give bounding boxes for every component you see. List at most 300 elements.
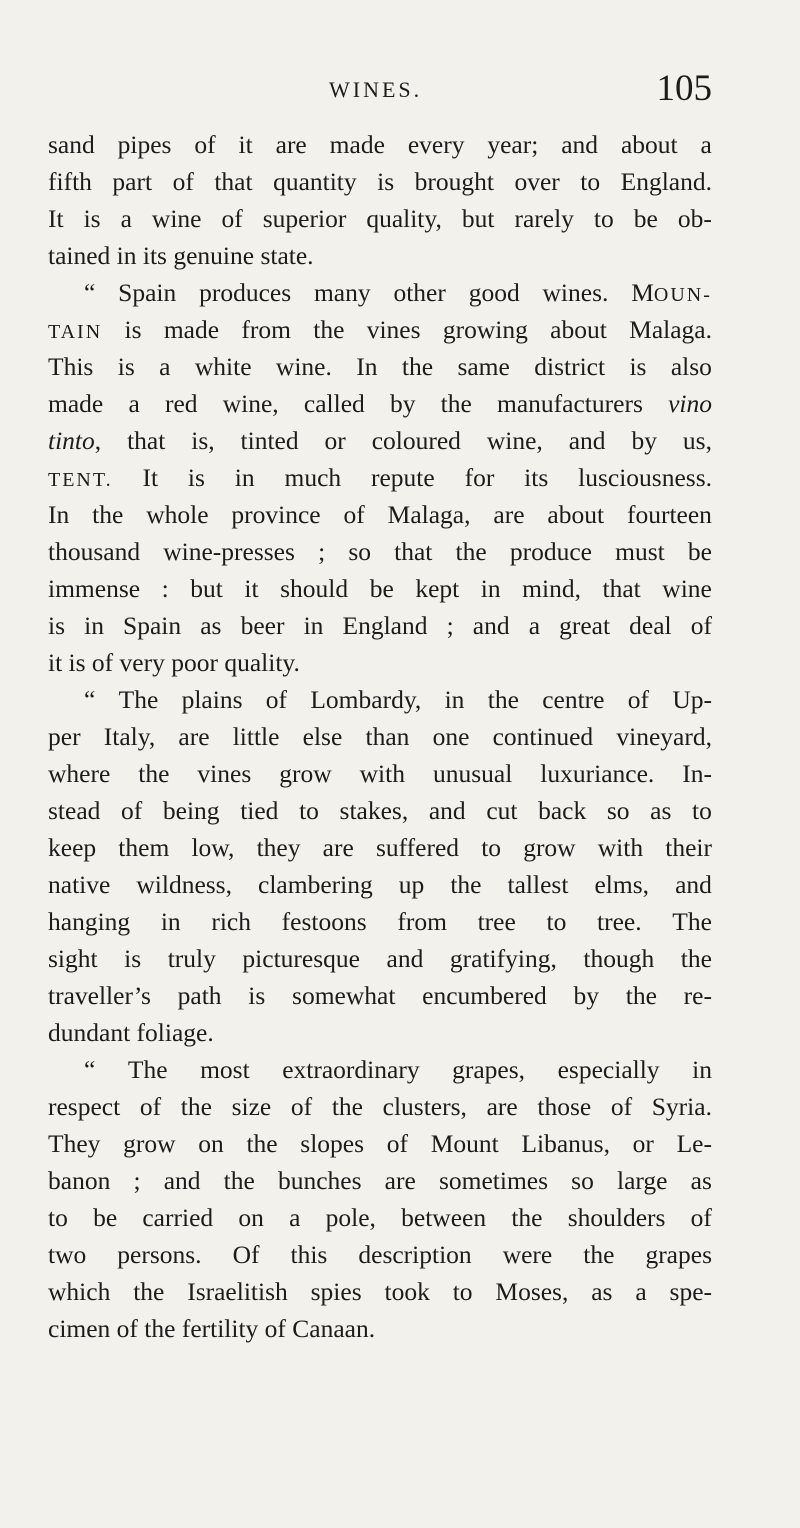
- word-part: picturesque: [242, 944, 360, 973]
- word: [631, 274, 712, 311]
- word: [439, 1162, 548, 1199]
- word-part: ob-: [677, 204, 712, 233]
- word-part: part: [112, 167, 153, 196]
- word-part: large: [617, 1166, 668, 1195]
- text-line: [48, 940, 712, 977]
- word: [161, 903, 181, 940]
- word-part: two: [48, 1240, 87, 1269]
- word-part: grow: [123, 1129, 176, 1158]
- word: [493, 496, 524, 533]
- word: [487, 1088, 518, 1125]
- word-part: vines: [197, 759, 252, 788]
- word-part: shoulders: [567, 1203, 666, 1232]
- word-part: of: [690, 1203, 712, 1232]
- word: [387, 940, 424, 977]
- word: [195, 348, 252, 385]
- word: [104, 718, 155, 755]
- word: [117, 1236, 201, 1273]
- word-part: manufacturers: [497, 389, 643, 418]
- word-part: which: [48, 1277, 111, 1306]
- word: [121, 200, 132, 237]
- word-part: and: [472, 611, 510, 640]
- text-line: [48, 126, 712, 163]
- word-part: is: [117, 352, 135, 381]
- word-part: the: [401, 352, 434, 381]
- word-part: sometimes: [438, 1166, 549, 1195]
- word-part: wine,: [222, 389, 279, 418]
- word-part: of: [627, 685, 650, 714]
- word: [48, 1236, 86, 1273]
- word-part: about: [550, 315, 607, 344]
- word: [672, 903, 712, 940]
- word-part: re-: [683, 981, 712, 1010]
- word-part: took: [384, 1277, 430, 1306]
- word: [580, 163, 600, 200]
- word: [280, 570, 348, 607]
- word-part: and: [428, 796, 466, 825]
- word-part: much: [284, 463, 342, 492]
- word: [559, 607, 610, 644]
- word: [691, 1199, 712, 1236]
- word: [197, 755, 251, 792]
- word: [635, 1273, 646, 1310]
- word: [371, 459, 435, 496]
- word-part: great: [559, 611, 611, 640]
- word-part: back: [538, 796, 587, 825]
- word-part: most: [200, 1055, 250, 1084]
- word: [133, 1273, 164, 1310]
- word-part: by: [389, 389, 416, 418]
- word: [668, 385, 712, 422]
- word-part: the: [331, 1092, 363, 1121]
- word-part: TENT.: [48, 469, 113, 491]
- word: [238, 1199, 264, 1236]
- text-line: [48, 163, 712, 200]
- word-part: a: [635, 1277, 647, 1306]
- word-part: are: [275, 130, 307, 159]
- word: [246, 1125, 277, 1162]
- word: [603, 570, 641, 607]
- word-part: cut: [486, 796, 518, 825]
- word-part: to: [580, 167, 601, 196]
- word: [318, 533, 325, 570]
- word: [360, 755, 405, 792]
- word: [393, 274, 445, 311]
- word: [292, 977, 395, 1014]
- word-part: In-: [682, 759, 712, 788]
- word-part: The: [127, 1055, 168, 1084]
- word-part: England.: [620, 167, 712, 196]
- word-part: Israelitish: [187, 1277, 288, 1306]
- word-part: produce: [509, 537, 592, 566]
- word: [276, 126, 307, 163]
- word: [303, 718, 343, 755]
- word-part: so: [606, 796, 630, 825]
- word-part: to: [299, 796, 319, 825]
- word-part: The: [672, 907, 712, 936]
- word: [450, 866, 481, 903]
- word: [443, 311, 528, 348]
- word: [628, 681, 649, 718]
- word-part: though: [583, 944, 655, 973]
- word-part: beer: [240, 611, 285, 640]
- word: [510, 533, 592, 570]
- word-part: is: [124, 315, 142, 344]
- word: [48, 829, 96, 866]
- word-part: grapes: [645, 1240, 712, 1269]
- word-part: little: [232, 722, 280, 751]
- word-part: “: [84, 278, 96, 307]
- word-part: of: [690, 611, 712, 640]
- body-text: [48, 126, 712, 1347]
- text-line: [48, 1051, 712, 1088]
- word-part: a: [159, 352, 171, 381]
- word: [558, 1051, 660, 1088]
- word: [607, 792, 630, 829]
- word-part: Up-: [672, 685, 712, 714]
- word-part: their: [665, 833, 712, 862]
- word: [241, 607, 285, 644]
- word: [343, 607, 428, 644]
- word-part: ;: [318, 537, 326, 566]
- word: [583, 1236, 614, 1273]
- word-part: centre: [542, 685, 605, 714]
- word-part: Malaga.: [629, 315, 712, 344]
- word-part: grow: [523, 833, 576, 862]
- text-line: [48, 644, 712, 681]
- word-part: else: [302, 722, 343, 751]
- word-part: where: [48, 759, 111, 788]
- word-part: fourteen: [626, 500, 712, 529]
- word: [119, 681, 159, 718]
- word: [323, 829, 354, 866]
- text-line: [48, 718, 712, 755]
- word-part: Spain: [118, 278, 177, 307]
- word: [431, 1125, 499, 1162]
- word: [142, 1199, 213, 1236]
- word-part: produces: [199, 278, 292, 307]
- word-part: somewhat: [292, 981, 396, 1010]
- text-line: [48, 274, 712, 311]
- word: [282, 903, 367, 940]
- word-part: native: [48, 870, 111, 899]
- word-part: white: [194, 352, 252, 381]
- word-part: brought: [414, 167, 494, 196]
- word-part: banon: [48, 1166, 111, 1195]
- word: [550, 311, 607, 348]
- word: [165, 385, 198, 422]
- word: [48, 866, 110, 903]
- word: [310, 681, 421, 718]
- word-part: but: [190, 574, 223, 603]
- word: [433, 718, 470, 755]
- word-part: superior: [262, 204, 347, 233]
- word-part: hanging: [48, 907, 131, 936]
- word-part: in: [234, 463, 255, 492]
- word-part: and: [568, 426, 606, 455]
- word-part: a: [700, 130, 712, 159]
- word: [48, 718, 81, 755]
- word: [481, 570, 501, 607]
- word-part: vines: [366, 315, 421, 344]
- word-part: coloured: [371, 426, 461, 455]
- word-part: for: [464, 463, 495, 492]
- word: [313, 311, 344, 348]
- word: [136, 866, 232, 903]
- word: [127, 422, 165, 459]
- word-part: those: [537, 1092, 592, 1121]
- word-part: the: [440, 389, 472, 418]
- word-part: be: [687, 537, 712, 566]
- word-part: kept: [415, 574, 460, 603]
- word: [574, 977, 600, 1014]
- word-part: must: [615, 537, 665, 566]
- word: [84, 607, 104, 644]
- word-part: of: [121, 796, 143, 825]
- word: [48, 977, 151, 1014]
- word-part: Lombardy,: [310, 685, 422, 714]
- word-part: tallest: [507, 870, 569, 899]
- word-part: from: [241, 315, 291, 344]
- word: [514, 200, 573, 237]
- word-part: good: [468, 278, 520, 307]
- word: [181, 1088, 212, 1125]
- word-part: Spain: [123, 611, 182, 640]
- word-part: of: [221, 204, 243, 233]
- word-part: a: [120, 204, 132, 233]
- word-part: be: [93, 1203, 118, 1232]
- word: [598, 829, 643, 866]
- text-line: [48, 459, 712, 496]
- word: [511, 1199, 542, 1236]
- text-line: [48, 681, 712, 718]
- word: [408, 126, 465, 163]
- word: [124, 311, 141, 348]
- word-part: elms,: [594, 870, 650, 899]
- text-line: [48, 1014, 712, 1051]
- word-part: between: [401, 1203, 487, 1232]
- word-part: so: [571, 1166, 594, 1195]
- word-part: are: [486, 1092, 518, 1121]
- word-part: extraordinary: [282, 1055, 420, 1084]
- word: [462, 200, 495, 237]
- word: [159, 348, 170, 385]
- word: [239, 126, 253, 163]
- word: [231, 496, 320, 533]
- word: [128, 385, 139, 422]
- word-part: of: [290, 1092, 313, 1121]
- word: [366, 718, 410, 755]
- word: [508, 866, 569, 903]
- word-part: wines.: [542, 278, 609, 307]
- word-part: called: [303, 389, 365, 418]
- word: [142, 459, 158, 496]
- word: [330, 126, 385, 163]
- word: [569, 422, 606, 459]
- text-line: [48, 977, 712, 1014]
- text-line: [48, 903, 712, 940]
- word: [344, 496, 365, 533]
- word-part: rarely: [514, 204, 574, 233]
- text-line: [48, 792, 712, 829]
- word-part: It: [142, 463, 159, 492]
- word: [650, 792, 671, 829]
- word: [235, 459, 255, 496]
- word: [214, 163, 252, 200]
- word-part: every: [407, 130, 465, 159]
- word: [121, 792, 142, 829]
- word-part: district: [534, 352, 606, 381]
- text-line: [48, 385, 712, 422]
- word-part: low,: [191, 833, 235, 862]
- word-part: clusters,: [382, 1092, 467, 1121]
- word-part: province: [231, 500, 321, 529]
- word: [546, 903, 566, 940]
- word: [257, 829, 301, 866]
- word: [487, 422, 543, 459]
- word-part: vino: [668, 389, 712, 418]
- word: [621, 126, 678, 163]
- word-part: sight: [48, 944, 98, 973]
- word: [140, 1088, 161, 1125]
- word: [300, 1125, 364, 1162]
- word: [672, 681, 712, 718]
- word-part: suffered: [375, 833, 460, 862]
- word-part: OUN-: [653, 284, 712, 306]
- word-part: tree.: [597, 907, 642, 936]
- word-part: Of: [232, 1240, 260, 1269]
- word-part: grow: [279, 759, 332, 788]
- word-part: traveller’s: [48, 981, 151, 1010]
- word: [124, 940, 141, 977]
- word: [233, 1236, 260, 1273]
- word: [390, 385, 416, 422]
- word: [200, 1051, 250, 1088]
- word-part: Libanus,: [521, 1129, 610, 1158]
- word-part: made: [163, 315, 220, 344]
- word: [447, 607, 454, 644]
- word: [93, 1199, 117, 1236]
- word-part: or: [632, 1129, 654, 1158]
- word: [682, 755, 712, 792]
- word: [258, 866, 373, 903]
- word-part: quantity: [273, 167, 357, 196]
- word-part: tinted: [240, 426, 299, 455]
- word: [48, 1162, 110, 1199]
- word-part: “: [84, 1055, 96, 1084]
- word: [691, 1162, 712, 1199]
- running-head: [0, 70, 800, 110]
- word: [469, 274, 520, 311]
- page-number: 105: [656, 68, 712, 109]
- word-part: Le-: [676, 1129, 712, 1158]
- text-line: [48, 1125, 712, 1162]
- word: [670, 1273, 712, 1310]
- word: [325, 422, 346, 459]
- word: [611, 1088, 632, 1125]
- word-part: with: [359, 759, 405, 788]
- word: [48, 311, 102, 348]
- word-part: but: [461, 204, 495, 233]
- word-part: red: [164, 389, 198, 418]
- word: [244, 570, 258, 607]
- word: [445, 681, 465, 718]
- text-line: [48, 237, 712, 274]
- word-part: the: [450, 870, 482, 899]
- text-segment: tained in its genuine state.: [48, 241, 314, 270]
- word: [441, 385, 472, 422]
- word: [123, 607, 181, 644]
- word-part: of: [194, 130, 216, 159]
- word: [422, 977, 547, 1014]
- word-part: continued: [492, 722, 594, 751]
- word-part: is: [629, 352, 647, 381]
- word: [282, 1051, 419, 1088]
- word: [48, 459, 113, 496]
- word-part: in: [84, 611, 104, 640]
- word: [376, 829, 459, 866]
- word: [433, 755, 512, 792]
- word-part: gratifying,: [449, 944, 557, 973]
- word-part: In: [48, 500, 70, 529]
- text-line: [48, 1273, 712, 1310]
- word-part: to: [546, 907, 567, 936]
- word: [377, 163, 394, 200]
- word: [629, 311, 712, 348]
- word: [399, 866, 425, 903]
- word: [48, 348, 93, 385]
- word-part: be: [369, 574, 394, 603]
- word-part: that: [214, 167, 253, 196]
- word-part: the: [133, 1277, 165, 1306]
- word: [633, 1125, 654, 1162]
- word: [487, 126, 538, 163]
- word: [453, 1273, 473, 1310]
- word: [521, 1125, 610, 1162]
- word-part: They: [48, 1129, 101, 1158]
- word: [568, 1199, 666, 1236]
- text-line: [48, 496, 712, 533]
- word: [591, 1273, 612, 1310]
- word: [48, 163, 92, 200]
- word: [332, 1088, 363, 1125]
- word-part: path: [177, 981, 222, 1010]
- word-part: about: [547, 500, 605, 529]
- word-part: on: [238, 1203, 264, 1232]
- word: [488, 681, 519, 718]
- word: [652, 1088, 712, 1125]
- word: [314, 274, 371, 311]
- text-line: [48, 1236, 712, 1273]
- word-part: growing: [442, 315, 528, 344]
- word: [497, 385, 643, 422]
- word-part: are: [493, 500, 525, 529]
- word: [538, 792, 586, 829]
- word-part: same: [457, 352, 510, 381]
- word: [495, 1273, 568, 1310]
- word-part: is: [248, 981, 266, 1010]
- word: [118, 348, 135, 385]
- word-part: Moses,: [495, 1277, 569, 1306]
- word-part: whole: [146, 500, 209, 529]
- word: [48, 496, 69, 533]
- word-part: It: [48, 204, 64, 233]
- word-part: of: [343, 500, 365, 529]
- word-part: be: [633, 204, 658, 233]
- word-part: wine-presses: [163, 537, 295, 566]
- word-part: also: [670, 352, 712, 381]
- word-part: tree: [477, 907, 516, 936]
